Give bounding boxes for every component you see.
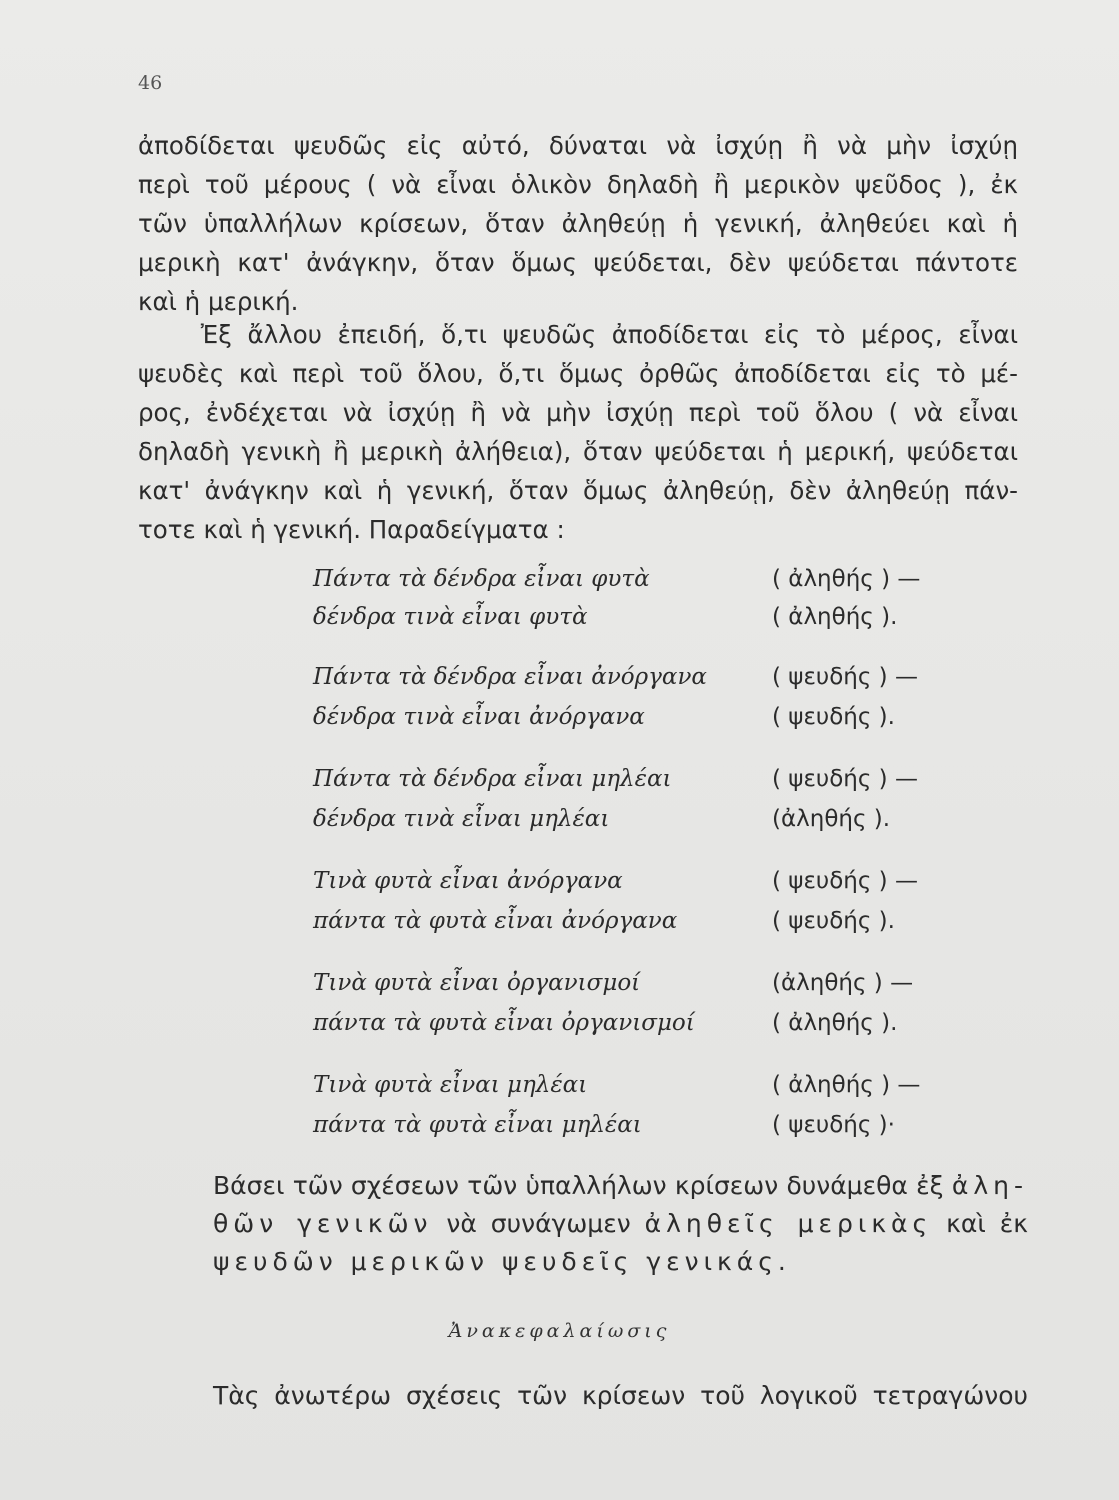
example-truth-value: ( ψευδής ) — (772, 664, 918, 690)
section-heading: Ἀνακεφαλαίωσις (448, 1320, 671, 1342)
example-truth-value: (ἀληθής ). (772, 806, 891, 832)
example-truth-value: ( ψευδής ) — (772, 868, 918, 894)
example-statement: πάντα τὰ φυτὰ εἶναι μηλέαι (313, 1112, 642, 1138)
example-truth-value: ( ἀληθής ). (772, 1010, 898, 1036)
example-truth-value: ( ψευδής ) — (772, 766, 918, 792)
text-run: Βάσει τῶν σχέσεων τῶν ὑπαλλήλων κρίσεων δυνάμεθα ἐξ (213, 1171, 952, 1200)
example-truth-value: ( ἀληθής ). (772, 604, 898, 630)
paragraph-3 (213, 1167, 1028, 1281)
emphasized-text: ψευδῶν μερικῶν ψευδεῖς γενικάς. (213, 1247, 791, 1276)
example-row (0, 766, 1119, 800)
example-statement: Πάντα τὰ δένδρα εἶναι φυτὰ (313, 566, 650, 592)
example-statement: δένδρα τινὰ εἶναι ἀνόργανα (313, 704, 645, 730)
example-statement: πάντα τὰ φυτὰ εἶναι ἀνόργανα (313, 908, 678, 934)
example-statement: πάντα τὰ φυτὰ εἶναι ὀργανισμοί (313, 1010, 695, 1036)
paragraph-1 (138, 126, 1018, 321)
emphasized-text: ἀλη- (951, 1171, 1028, 1200)
text-line (213, 1243, 1028, 1281)
text-line: κατ' ἀνάγκην καὶ ἡ γενική, ὅταν ὅμως ἀληθεύῃ, δὲν ἀληθεύῃ πάν- (138, 476, 1018, 505)
example-row (0, 1010, 1119, 1044)
text-line: μερικὴ κατ' ἀνάγκην, ὅταν ὅμως ψεύδεται, δὲν ψεύδεται πάντοτε (138, 248, 1018, 277)
example-statement: Πάντα τὰ δένδρα εἶναι ἀνόργανα (313, 664, 707, 690)
example-truth-value: ( ψευδής )· (772, 1112, 895, 1138)
example-truth-value: (ἀληθής ) — (772, 970, 914, 996)
text-line: περὶ τοῦ μέρους ( νὰ εἶναι ὁλικὸν δηλαδὴ ἢ μερικὸν ψεῦδος ), ἐκ (138, 170, 1018, 199)
text-line (213, 1167, 1028, 1205)
example-row (0, 604, 1119, 638)
text-line: ψευδὲς καὶ περὶ τοῦ ὅλου, ὅ,τι ὅμως ὀρθῶς ἀποδίδεται εἰς τὸ μέ- (138, 359, 1018, 388)
text-line: ρος, ἐνδέχεται νὰ ἰσχύῃ ἢ νὰ μὴν ἰσχύῃ περὶ τοῦ ὅλου ( νὰ εἶναι (138, 398, 1018, 427)
example-row (0, 704, 1119, 738)
text-run: νὰ συνάγωμεν (432, 1209, 645, 1238)
example-truth-value: ( ἀληθής ) — (772, 566, 921, 592)
example-row (0, 566, 1119, 600)
emphasized-text: θῶν γενικῶν (213, 1209, 433, 1238)
example-statement: Τινὰ φυτὰ εἶναι μηλέαι (313, 1072, 588, 1098)
text-line: καὶ ἡ μερική. (138, 287, 299, 316)
text-line: Τὰς ἀνωτέρω σχέσεις τῶν κρίσεων τοῦ λογικοῦ τετραγώνου (213, 1381, 1028, 1410)
example-statement: δένδρα τινὰ εἶναι μηλέαι (313, 806, 610, 832)
example-row (0, 970, 1119, 1004)
example-row (0, 1072, 1119, 1106)
example-statement: Τινὰ φυτὰ εἶναι ἀνόργανα (313, 868, 623, 894)
example-truth-value: ( ἀληθής ) — (772, 1072, 921, 1098)
example-row (0, 806, 1119, 840)
example-row (0, 908, 1119, 942)
example-statement: Πάντα τὰ δένδρα εἶναι μηλέαι (313, 766, 672, 792)
example-statement: δένδρα τινὰ εἶναι φυτὰ (313, 604, 588, 630)
text-line: Ἐξ ἄλλου ἐπειδή, ὅ,τι ψευδῶς ἀποδίδεται εἰς τὸ μέρος, εἶναι (138, 320, 1018, 349)
emphasized-text: ἀληθεῖς μερικὰς (644, 1209, 933, 1238)
text-line (213, 1205, 1028, 1243)
example-truth-value: ( ψευδής ). (772, 908, 895, 934)
page-number: 46 (138, 72, 163, 94)
text-line: τῶν ὑπαλλήλων κρίσεων, ὅταν ἀληθεύῃ ἡ γενική, ἀληθεύει καὶ ἡ (138, 209, 1018, 238)
text-line: ἀποδίδεται ψευδῶς εἰς αὐτό, δύναται νὰ ἰσχύῃ ἢ νὰ μὴν ἰσχύῃ (138, 131, 1018, 160)
example-row (0, 664, 1119, 698)
paragraph-2 (138, 315, 1018, 549)
text-line: τοτε καὶ ἡ γενική. Παραδείγματα : (138, 515, 565, 544)
text-run: καὶ ἐκ (932, 1209, 1028, 1238)
paragraph-4 (213, 1376, 1028, 1415)
example-row (0, 868, 1119, 902)
example-statement: Τινὰ φυτὰ εἶναι ὀργανισμοί (313, 970, 641, 996)
example-truth-value: ( ψευδής ). (772, 704, 895, 730)
example-row (0, 1112, 1119, 1146)
text-line: δηλαδὴ γενικὴ ἢ μερικὴ ἀλήθεια), ὅταν ψεύδεται ἡ μερική, ψεύδεται (138, 437, 1018, 466)
